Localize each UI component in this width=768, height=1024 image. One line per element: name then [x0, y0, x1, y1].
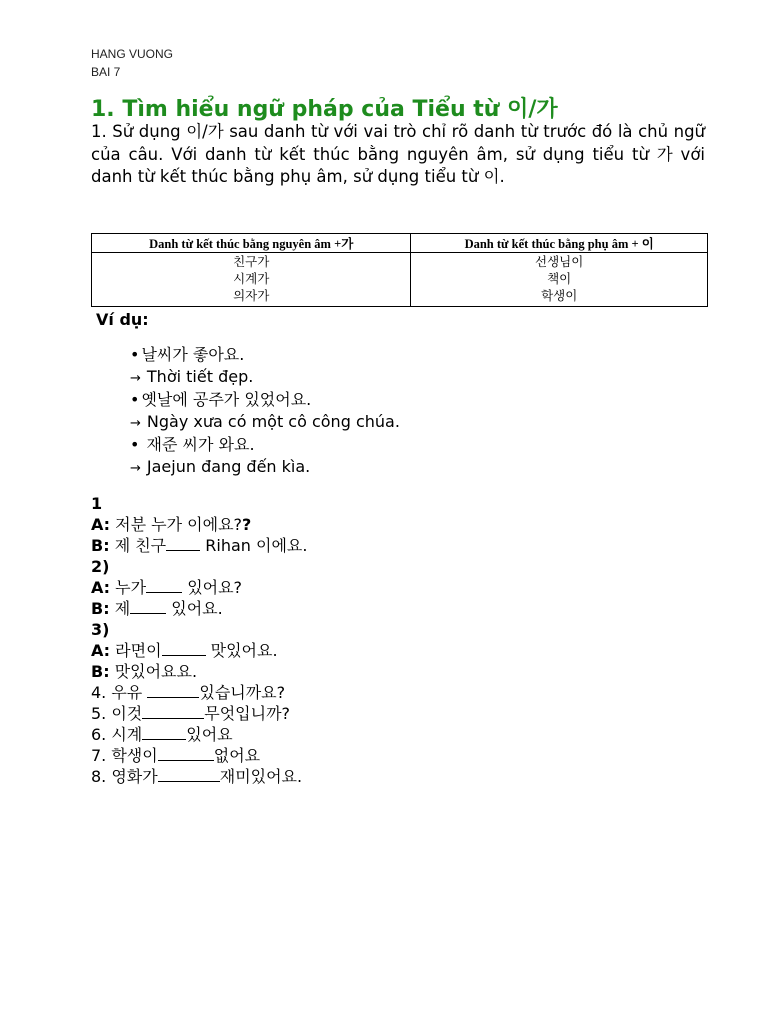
word-vowel: 의자가 [233, 289, 270, 303]
exercise-list [91, 493, 307, 787]
answer-blank[interactable] [142, 725, 186, 740]
example-korean: • 날씨가 좋아요. [130, 345, 245, 364]
word-consonant: 책이 [547, 272, 572, 286]
dialogue-line: A: 라면이 맛있어요. [91, 641, 278, 660]
answer-blank[interactable] [142, 704, 204, 719]
section-title: 1. Tìm hiểu ngữ pháp của Tiểu từ 이/가 [91, 97, 558, 122]
dialogue-line: B: 제 있어요. [91, 599, 223, 618]
answer-blank[interactable] [147, 683, 199, 698]
table-cell-consonant [411, 253, 708, 307]
table-cell-vowel [92, 253, 411, 307]
author-name: HANG VUONG [91, 47, 174, 61]
example-korean: • 재준 씨가 와요. [130, 435, 255, 454]
exercise-number: 3) [91, 620, 110, 639]
answer-blank[interactable] [162, 641, 206, 656]
answer-blank[interactable] [166, 536, 200, 551]
particle-table [91, 233, 708, 307]
example-korean: • 옛날에 공주가 있었어요. [130, 390, 312, 409]
arrow-icon: → [130, 415, 141, 431]
intro-paragraph: 1. Sử dụng 이/가 sau danh từ với vai trò chỉ rõ danh từ trước đó là chủ ngữ của câu. Với danh từ kết thúc bằng nguyên âm, sử dụng tiểu từ 가 với danh từ kết thúc bằng phụ âm, sử dụng tiểu từ 이. [91, 122, 705, 186]
bullet-icon: • [130, 345, 140, 364]
answer-blank[interactable] [158, 746, 214, 761]
exercise-item: 5. 이것 무엇입니까? [91, 704, 291, 723]
answer-blank[interactable] [158, 767, 220, 782]
table-header-consonant: Danh từ kết thúc bằng phụ âm + 이 [411, 234, 708, 253]
arrow-icon: → [130, 370, 141, 386]
exercise-number: 2) [91, 557, 110, 576]
example-translation: → Jaejun đang đến kìa. [130, 456, 311, 476]
answer-blank[interactable] [130, 599, 166, 614]
exercise-item: 6. 시계 있어요 [91, 725, 233, 744]
bullet-icon: • [130, 390, 140, 409]
dialogue-line: A: 누가 있어요? [91, 578, 243, 597]
bullet-icon: • [130, 435, 140, 454]
exercise-number: 1 [91, 494, 103, 513]
exercise-item: 8. 영화가 재미있어요. [91, 767, 303, 786]
dialogue-line: B: 맛있어요요. [91, 662, 198, 681]
dialogue-line: B: 제 친구 Rihan 이에요. [91, 536, 308, 555]
example-translation: → Thời tiết đẹp. [130, 366, 254, 386]
arrow-icon: → [130, 460, 141, 476]
word-consonant: 학생이 [541, 289, 578, 303]
word-vowel: 친구가 [233, 255, 270, 269]
exercise-item: 7. 학생이 없어요 [91, 746, 261, 765]
dialogue-line: A: 저분 누가 이에요?? [91, 515, 252, 534]
lesson-number: BAI 7 [91, 65, 121, 79]
examples-list [130, 344, 400, 479]
word-vowel: 시계가 [233, 272, 270, 286]
answer-blank[interactable] [146, 578, 182, 593]
table-header-vowel: Danh từ kết thúc bằng nguyên âm +가 [92, 234, 411, 253]
example-translation: → Ngày xưa có một cô công chúa. [130, 411, 400, 431]
examples-label: Ví dụ: [96, 310, 149, 329]
exercise-item: 4. 우유 있습니까요? [91, 683, 286, 702]
word-consonant: 선생님이 [535, 255, 584, 269]
